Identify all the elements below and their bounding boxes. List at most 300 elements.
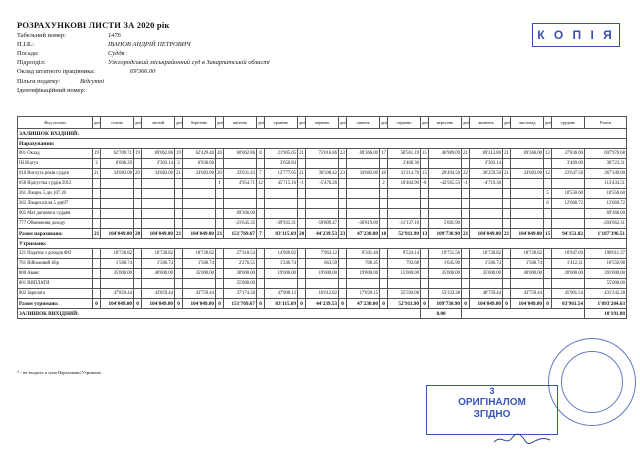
table-cell bbox=[552, 179, 585, 189]
table-cell: 321 Податок з доходів ФО bbox=[18, 249, 93, 259]
table-cell bbox=[306, 279, 339, 289]
table-cell: -8 bbox=[421, 179, 429, 189]
table-cell: 21'905.05 bbox=[265, 149, 298, 159]
table-cell bbox=[429, 199, 462, 209]
field-value bbox=[108, 41, 191, 48]
stamp-line-2: ЗГІДНО bbox=[473, 409, 511, 420]
table-cell: 20 bbox=[216, 169, 224, 179]
table-cell: 001 Оклад bbox=[18, 149, 93, 159]
table-cell bbox=[93, 279, 101, 289]
table-cell bbox=[265, 279, 298, 289]
accrued-total-row bbox=[18, 229, 627, 239]
table-cell: 12'660.72 bbox=[585, 199, 627, 209]
table-cell: 8 bbox=[257, 149, 265, 159]
table-cell bbox=[134, 269, 142, 279]
table-cell bbox=[347, 179, 380, 189]
table-cell: 35'000.00 bbox=[183, 269, 216, 279]
table-cell bbox=[503, 189, 511, 199]
table-cell: 010 Вислуга років суддів bbox=[18, 169, 93, 179]
table-row bbox=[18, 279, 627, 289]
table-cell bbox=[347, 279, 380, 289]
table-cell: -1 bbox=[462, 179, 470, 189]
table-cell bbox=[216, 259, 224, 269]
table-cell: 1 bbox=[216, 179, 224, 189]
table-cell bbox=[93, 209, 101, 219]
table-cell: 5'681.90 bbox=[429, 219, 462, 229]
table-cell: ЗАЛИШОК ВХІДНИЙ: bbox=[18, 129, 627, 139]
table-cell: 3'469.00 bbox=[552, 159, 585, 169]
table-cell bbox=[298, 159, 306, 169]
table-cell bbox=[175, 209, 183, 219]
table-cell bbox=[298, 249, 306, 259]
table-cell bbox=[183, 279, 216, 289]
table-cell: 48'759.44 bbox=[470, 289, 503, 299]
table-cell: 25'594.08 bbox=[388, 289, 421, 299]
table-cell: 19'000.00 bbox=[347, 269, 380, 279]
table-cell: 52'911.90 bbox=[388, 299, 421, 309]
table-cell: 104'049.00 bbox=[511, 229, 544, 239]
table-cell: Разом bbox=[585, 117, 627, 129]
table-cell: 12'660.72 bbox=[552, 199, 585, 209]
table-cell: дні bbox=[380, 117, 388, 129]
table-cell bbox=[142, 279, 175, 289]
table-cell: 83'961.54 bbox=[552, 299, 585, 309]
table-cell bbox=[511, 189, 544, 199]
table-cell: 1'246.74 bbox=[265, 259, 298, 269]
table-cell bbox=[503, 209, 511, 219]
table-cell: 104'049.00 bbox=[183, 299, 216, 309]
table-cell bbox=[470, 209, 503, 219]
table-cell: IH Відгул bbox=[18, 159, 93, 169]
table-cell: 21 bbox=[298, 149, 306, 159]
table-cell: 8'501.40 bbox=[347, 249, 380, 259]
table-cell bbox=[93, 249, 101, 259]
table-cell bbox=[347, 159, 380, 169]
table-cell: 94'151.82 bbox=[552, 229, 585, 239]
footnote: * - не входить в сума Нараховано/Утримано bbox=[17, 370, 102, 375]
table-cell bbox=[298, 289, 306, 299]
table-cell: листопад bbox=[511, 117, 544, 129]
table-cell: 0 bbox=[257, 299, 265, 309]
table-cell: 1'412.31 bbox=[552, 259, 585, 269]
table-cell: 36'259.50 bbox=[470, 169, 503, 179]
table-cell: 391'000.00 bbox=[585, 269, 627, 279]
table-cell: дні bbox=[216, 117, 224, 129]
table-cell: 75'016.86 bbox=[306, 149, 339, 159]
table-cell bbox=[544, 269, 552, 279]
table-cell: дні bbox=[421, 117, 429, 129]
table-cell bbox=[544, 209, 552, 219]
table-cell: 19 bbox=[93, 149, 101, 159]
table-cell: 761 Військовий збір bbox=[18, 259, 93, 269]
table-cell: 19 bbox=[175, 149, 183, 159]
table-cell bbox=[380, 289, 388, 299]
table-row bbox=[18, 159, 627, 169]
table-cell: 4'954.71 bbox=[224, 179, 257, 189]
table-cell: 10'191.88 bbox=[585, 309, 627, 319]
table-cell: 23 bbox=[340, 230, 346, 237]
field-label: Пільги податку: bbox=[17, 78, 61, 85]
table-cell bbox=[216, 199, 224, 209]
table-cell: 431'242.28 bbox=[585, 289, 627, 299]
table-cell: 21 bbox=[462, 149, 470, 159]
table-cell bbox=[101, 209, 134, 219]
table-cell bbox=[388, 189, 421, 199]
table-cell: 17'020.15 bbox=[347, 289, 380, 299]
table-cell bbox=[134, 209, 142, 219]
table-cell bbox=[93, 269, 101, 279]
table-cell bbox=[134, 219, 142, 229]
table-cell bbox=[421, 249, 429, 259]
table-cell: -36'819.00 bbox=[347, 219, 380, 229]
table-cell: -21'645.35 bbox=[224, 219, 257, 229]
table-cell bbox=[224, 159, 257, 169]
table-cell bbox=[298, 219, 306, 229]
table-cell bbox=[306, 159, 339, 169]
table-cell bbox=[298, 199, 306, 209]
table-cell: 44'239.53 bbox=[306, 229, 339, 239]
table-cell: 10'550.60 bbox=[552, 189, 585, 199]
table-cell bbox=[257, 199, 265, 209]
table-cell: 16'947.69 bbox=[552, 249, 585, 259]
table-row bbox=[18, 169, 627, 179]
table-cell bbox=[470, 199, 503, 209]
table-cell bbox=[306, 199, 339, 209]
table-cell: 2 bbox=[380, 179, 388, 189]
table-cell: 35'000.00 bbox=[470, 269, 503, 279]
table-cell: дні bbox=[503, 117, 511, 129]
table-cell: 14'960.82 bbox=[265, 249, 298, 259]
table-cell bbox=[339, 189, 347, 199]
table-cell: 18'728.82 bbox=[470, 249, 503, 259]
table-cell: 151'769.67 bbox=[224, 299, 257, 309]
withheld-section-title bbox=[18, 239, 627, 249]
table-cell: 0 bbox=[134, 299, 142, 309]
table-cell: 0 bbox=[462, 299, 470, 309]
table-cell bbox=[224, 189, 257, 199]
table-cell bbox=[380, 219, 388, 229]
table-cell: 15 bbox=[545, 230, 551, 237]
table-cell: -59'809.47 bbox=[306, 219, 339, 229]
withheld-total-row bbox=[18, 299, 627, 309]
table-cell bbox=[224, 199, 257, 209]
table-cell: 1'560.74 bbox=[142, 259, 175, 269]
table-cell bbox=[339, 249, 347, 259]
table-cell bbox=[462, 189, 470, 199]
table-cell bbox=[183, 209, 216, 219]
table-cell: дні bbox=[175, 117, 183, 129]
table-cell: 34'683.00 bbox=[183, 169, 216, 179]
table-cell: 44'239.53 bbox=[306, 299, 339, 309]
table-cell: 104'049.00 bbox=[511, 299, 544, 309]
table-cell: 12'777.05 bbox=[265, 169, 298, 179]
table-cell bbox=[421, 219, 429, 229]
table-cell: 1'560.74 bbox=[183, 259, 216, 269]
table-cell: 22 bbox=[462, 169, 470, 179]
table-cell: ЗАЛИШОК ВИХІДНИЙ: bbox=[18, 309, 421, 319]
table-cell bbox=[257, 189, 265, 199]
table-cell: 7 bbox=[257, 229, 265, 239]
table-cell bbox=[339, 259, 347, 269]
table-cell: 18'728.82 bbox=[511, 249, 544, 259]
table-cell: 60'062.86 bbox=[224, 149, 257, 159]
field-value bbox=[80, 78, 104, 85]
table-cell: 47'859.44 bbox=[101, 289, 134, 299]
table-cell bbox=[429, 209, 462, 219]
table-cell: -1 bbox=[298, 179, 306, 189]
table-cell bbox=[257, 259, 265, 269]
table-cell bbox=[257, 289, 265, 299]
table-cell: жовтень bbox=[470, 117, 503, 129]
table-cell bbox=[544, 159, 552, 169]
table-cell: 23 bbox=[339, 169, 347, 179]
closing-balance-row bbox=[18, 309, 627, 319]
table-cell bbox=[380, 199, 388, 209]
table-cell: 6 bbox=[544, 199, 552, 209]
payroll-table bbox=[17, 116, 627, 319]
table-cell: 69'366.00 bbox=[585, 209, 627, 219]
table-cell bbox=[339, 289, 347, 299]
table-cell: серпень bbox=[388, 117, 421, 129]
table-cell: 0 bbox=[339, 299, 347, 309]
table-cell bbox=[429, 279, 462, 289]
table-cell: 19'751.56 bbox=[429, 249, 462, 259]
table-cell bbox=[544, 279, 552, 289]
table-cell: 18'728.82 bbox=[183, 249, 216, 259]
table-cell bbox=[183, 189, 216, 199]
table-cell: дні bbox=[298, 117, 306, 129]
table-cell: 367'349.00 bbox=[585, 169, 627, 179]
table-cell bbox=[544, 219, 552, 229]
table-cell: 3'468.30 bbox=[388, 159, 421, 169]
table-cell bbox=[257, 269, 265, 279]
table-cell: дні bbox=[339, 117, 347, 129]
signature-icon bbox=[492, 432, 552, 446]
table-cell: грудень bbox=[552, 117, 585, 129]
table-cell: 21 bbox=[298, 169, 306, 179]
table-cell bbox=[470, 219, 503, 229]
table-cell: 1'560.74 bbox=[101, 259, 134, 269]
table-cell: 104'049.00 bbox=[142, 299, 175, 309]
table-cell bbox=[503, 219, 511, 229]
table-cell bbox=[511, 199, 544, 209]
table-cell: 800 Аванс bbox=[18, 269, 93, 279]
table-cell bbox=[257, 249, 265, 259]
table-cell: 198'611.37 bbox=[585, 249, 627, 259]
table-cell: 708.45 bbox=[347, 259, 380, 269]
table-cell bbox=[175, 189, 183, 199]
table-cell bbox=[511, 279, 544, 289]
table-cell: 40'000.00 bbox=[511, 269, 544, 279]
table-cell: 12 bbox=[544, 169, 552, 179]
table-cell: 34'683.00 bbox=[101, 169, 134, 179]
table-cell: 262 Лікарн.після 5 дн(07 bbox=[18, 199, 93, 209]
table-cell: 62'429.40 bbox=[183, 149, 216, 159]
table-cell: 34'683.00 bbox=[142, 169, 175, 179]
table-cell: -39'933.31 bbox=[265, 219, 298, 229]
table-cell: Разом утримано: bbox=[18, 299, 93, 309]
table-cell bbox=[544, 289, 552, 299]
field-value bbox=[130, 68, 155, 75]
table-cell: 43'859.44 bbox=[142, 289, 175, 299]
table-cell: 2 bbox=[93, 159, 101, 169]
table-cell: 20 bbox=[216, 149, 224, 159]
table-cell bbox=[503, 279, 511, 289]
table-cell bbox=[380, 249, 388, 259]
table-cell bbox=[101, 219, 134, 229]
table-cell: 0 bbox=[544, 299, 552, 309]
table-cell bbox=[339, 159, 347, 169]
field-label: Ідентифікаційний номер: bbox=[17, 87, 86, 94]
table-cell: 47'230.00 bbox=[347, 299, 380, 309]
table-cell: Вид оплати bbox=[18, 117, 93, 129]
table-cell bbox=[134, 259, 142, 269]
table-row bbox=[18, 249, 627, 259]
table-cell: 35'000.00 bbox=[429, 269, 462, 279]
table-row bbox=[18, 179, 627, 189]
table-cell: 52'911.90 bbox=[388, 229, 421, 239]
field-label: Посада: bbox=[17, 50, 39, 57]
table-cell bbox=[265, 209, 298, 219]
field-value-text: Суддя bbox=[108, 50, 125, 57]
table-cell bbox=[462, 159, 470, 169]
field-value-text: Відсутні bbox=[80, 78, 105, 85]
table-cell bbox=[175, 269, 183, 279]
table-cell: 21 bbox=[175, 169, 183, 179]
table-cell bbox=[216, 249, 224, 259]
round-seal-icon bbox=[548, 338, 636, 426]
table-cell: 47'908.13 bbox=[265, 289, 298, 299]
table-cell: 10'550.60 bbox=[585, 189, 627, 199]
table-cell: 69'366.00 bbox=[347, 149, 380, 159]
table-cell bbox=[388, 279, 421, 289]
table-cell: 697'970.68 bbox=[585, 149, 627, 159]
table-row bbox=[18, 269, 627, 279]
table-cell bbox=[216, 159, 224, 169]
table-cell bbox=[503, 269, 511, 279]
table-cell bbox=[462, 249, 470, 259]
table-cell: 30'000.00 bbox=[224, 269, 257, 279]
table-cell: 104'049.00 bbox=[101, 229, 134, 239]
table-cell bbox=[380, 269, 388, 279]
table-cell: 2 bbox=[175, 159, 183, 169]
table-cell: 7'963.12 bbox=[306, 249, 339, 259]
field-label: Підрозділ: bbox=[17, 59, 46, 66]
table-cell: Нарахування: bbox=[18, 139, 627, 149]
table-cell: 20'000.00 bbox=[552, 269, 585, 279]
stamp-number: 3 bbox=[489, 386, 495, 396]
table-cell bbox=[511, 159, 544, 169]
table-cell: -11'137.10 bbox=[388, 219, 421, 229]
table-cell bbox=[429, 159, 462, 169]
table-cell: Утримано: bbox=[18, 239, 627, 249]
table-cell: 1'187'396.51 bbox=[585, 229, 627, 239]
table-cell bbox=[339, 179, 347, 189]
table-cell: 21 bbox=[94, 230, 100, 237]
field-value-text: 69'366.00 bbox=[130, 68, 156, 75]
accrued-section-title bbox=[18, 139, 627, 149]
table-cell: 69'062.86 bbox=[142, 149, 175, 159]
table-cell bbox=[175, 219, 183, 229]
table-row bbox=[18, 289, 627, 299]
table-cell: 62'709.71 bbox=[101, 149, 134, 159]
table-cell: 5 bbox=[544, 189, 552, 199]
table-cell: 18'728.82 bbox=[142, 249, 175, 259]
table-cell bbox=[544, 249, 552, 259]
table-cell: 801 ВИПЛАТИ bbox=[18, 279, 93, 289]
table-cell bbox=[298, 259, 306, 269]
table-cell bbox=[134, 279, 142, 289]
table-cell bbox=[101, 189, 134, 199]
table-cell bbox=[101, 199, 134, 209]
table-cell: 12 bbox=[257, 179, 265, 189]
table-cell bbox=[552, 219, 585, 229]
table-cell bbox=[216, 289, 224, 299]
table-cell: 104'049.00 bbox=[470, 299, 503, 309]
table-cell bbox=[544, 259, 552, 269]
table-cell: 37'836.00 bbox=[552, 149, 585, 159]
table-cell: 3'303.14 bbox=[470, 159, 503, 169]
table-cell: березень bbox=[183, 117, 216, 129]
table-cell: 777 Обмеження доходу bbox=[18, 219, 93, 229]
table-cell bbox=[388, 199, 421, 209]
table-cell: 18'728.82 bbox=[101, 249, 134, 259]
table-cell: 7 bbox=[257, 169, 265, 179]
table-cell bbox=[93, 289, 101, 299]
table-cell: 0 bbox=[216, 299, 224, 309]
table-cell bbox=[216, 209, 224, 219]
table-cell: 83'115.69 bbox=[265, 229, 298, 239]
table-cell bbox=[216, 269, 224, 279]
table-cell: 21 bbox=[176, 230, 182, 237]
table-cell bbox=[134, 189, 142, 199]
field-value bbox=[108, 50, 125, 57]
field-label: Табельний номер: bbox=[17, 32, 66, 39]
table-cell: 104'049.00 bbox=[183, 229, 216, 239]
table-cell: 10'404.90 bbox=[388, 179, 421, 189]
table-cell: 31'214.70 bbox=[388, 169, 421, 179]
table-cell bbox=[134, 289, 142, 299]
table-row bbox=[18, 259, 627, 269]
table-cell: 15 bbox=[421, 169, 429, 179]
table-cell bbox=[142, 189, 175, 199]
field-value-text: ІВАНОВ АНДРІЙ ПЕТРОВИЧ bbox=[108, 41, 191, 48]
table-cell bbox=[142, 199, 175, 209]
table-cell bbox=[347, 199, 380, 209]
table-cell bbox=[380, 209, 388, 219]
table-cell bbox=[339, 209, 347, 219]
table-cell: 21 bbox=[504, 230, 510, 237]
table-cell bbox=[306, 189, 339, 199]
table-cell: 13 bbox=[544, 149, 552, 159]
table-cell bbox=[134, 249, 142, 259]
table-cell: 21 bbox=[217, 230, 223, 237]
table-cell bbox=[462, 289, 470, 299]
table-cell: 55'000.00 bbox=[224, 279, 257, 289]
table-cell: 40'000.00 bbox=[142, 269, 175, 279]
table-row bbox=[18, 219, 627, 229]
table-cell: 83'115.69 bbox=[265, 299, 298, 309]
table-cell bbox=[216, 219, 224, 229]
table-cell: 20 bbox=[134, 169, 142, 179]
table-cell bbox=[134, 159, 142, 169]
table-row bbox=[18, 189, 627, 199]
table-cell bbox=[421, 279, 429, 289]
table-cell bbox=[470, 279, 503, 289]
table-cell: 46'989.09 bbox=[429, 149, 462, 159]
table-cell: 15 bbox=[421, 149, 429, 159]
table-cell: 17 bbox=[380, 149, 388, 159]
